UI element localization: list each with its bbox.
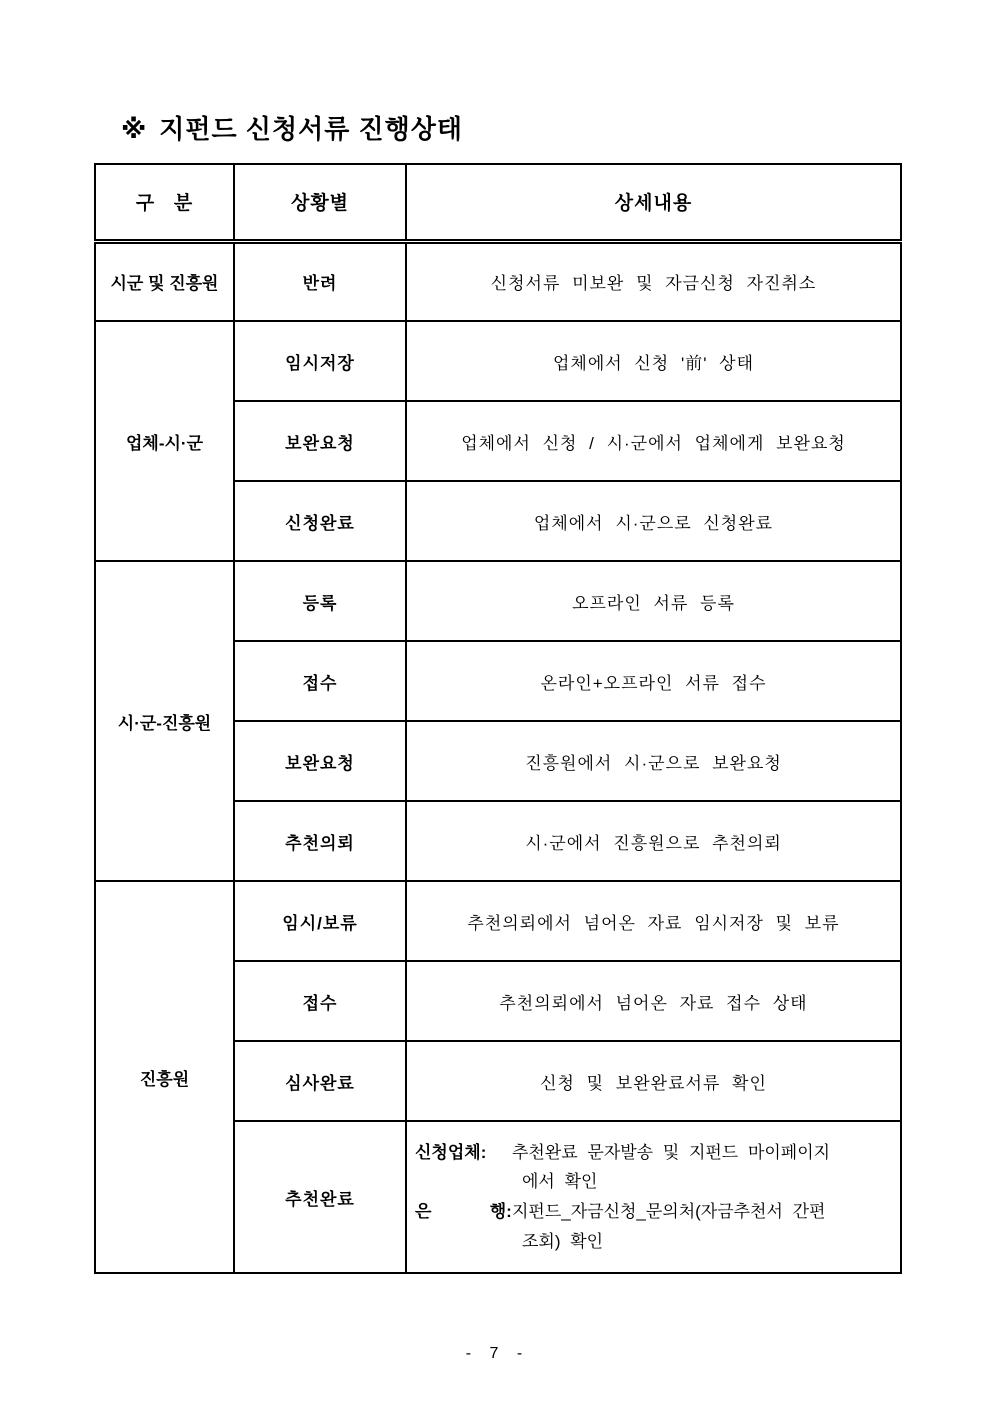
status-table-body — [95, 241, 901, 1273]
detail-cell: 시·군에서 진흥원으로 추천의뢰 — [406, 801, 901, 881]
status-cell: 추천완료 — [234, 1121, 406, 1273]
table-header-row — [95, 164, 901, 241]
page-number: - 7 - — [465, 1345, 527, 1362]
status-cell: 등록 — [234, 561, 406, 641]
status-cell: 반려 — [234, 241, 406, 321]
status-cell: 임시/보류 — [234, 881, 406, 961]
status-cell: 심사완료 — [234, 1041, 406, 1121]
table-row — [95, 321, 901, 401]
group-cell: 시·군-진흥원 — [95, 561, 234, 881]
detail-cell — [406, 1121, 901, 1273]
detail-entry — [415, 1138, 894, 1198]
detail-cell: 진흥원에서 시·군으로 보완요청 — [406, 721, 901, 801]
header-detail: 상세내용 — [406, 164, 901, 241]
detail-cell: 추천의뢰에서 넘어온 자료 임시저장 및 보류 — [406, 881, 901, 961]
detail-cell: 신청 및 보완완료서류 확인 — [406, 1041, 901, 1121]
detail-entry-label: 은 행: — [415, 1202, 512, 1221]
status-cell: 보완요청 — [234, 401, 406, 481]
detail-cell: 온라인+오프라인 서류 접수 — [406, 641, 901, 721]
table-row — [95, 561, 901, 641]
reference-mark: ※ — [121, 114, 148, 144]
status-cell: 보완요청 — [234, 721, 406, 801]
detail-cell: 신청서류 미보완 및 자금신청 자진취소 — [406, 241, 901, 321]
header-category: 구 분 — [95, 164, 234, 241]
group-cell: 업체-시·군 — [95, 321, 234, 561]
detail-cell: 업체에서 신청 / 시·군에서 업체에게 보완요청 — [406, 401, 901, 481]
status-cell: 임시저장 — [234, 321, 406, 401]
detail-entry-text: 추천완료 문자발송 및 지펀드 마이페이지 에서 확인 — [512, 1138, 894, 1198]
detail-cell: 업체에서 신청 '前' 상태 — [406, 321, 901, 401]
group-cell: 진흥원 — [95, 881, 234, 1273]
status-cell: 신청완료 — [234, 481, 406, 561]
status-cell: 접수 — [234, 961, 406, 1041]
detail-entry-text: 지펀드_자금신청_문의처(자금추천서 간편 조회) 확인 — [512, 1197, 894, 1257]
detail-cell: 업체에서 시·군으로 신청완료 — [406, 481, 901, 561]
header-status: 상황별 — [234, 164, 406, 241]
table-row — [95, 241, 901, 321]
page-title — [121, 109, 463, 146]
detail-entry — [415, 1197, 894, 1257]
status-table — [94, 163, 902, 1274]
detail-cell: 오프라인 서류 등록 — [406, 561, 901, 641]
detail-entry-text-continuation: 조회) 확인 — [522, 1231, 604, 1251]
status-cell: 추천의뢰 — [234, 801, 406, 881]
detail-entry-text-continuation: 에서 확인 — [522, 1172, 598, 1192]
group-cell: 시군 및 진흥원 — [95, 241, 234, 321]
detail-cell: 추천의뢰에서 넘어온 자료 접수 상태 — [406, 961, 901, 1041]
table-row — [95, 881, 901, 961]
page-title-text: 지펀드 신청서류 진행상태 — [159, 114, 464, 144]
status-cell: 접수 — [234, 641, 406, 721]
detail-entry-label: 신청업체: — [415, 1142, 487, 1162]
